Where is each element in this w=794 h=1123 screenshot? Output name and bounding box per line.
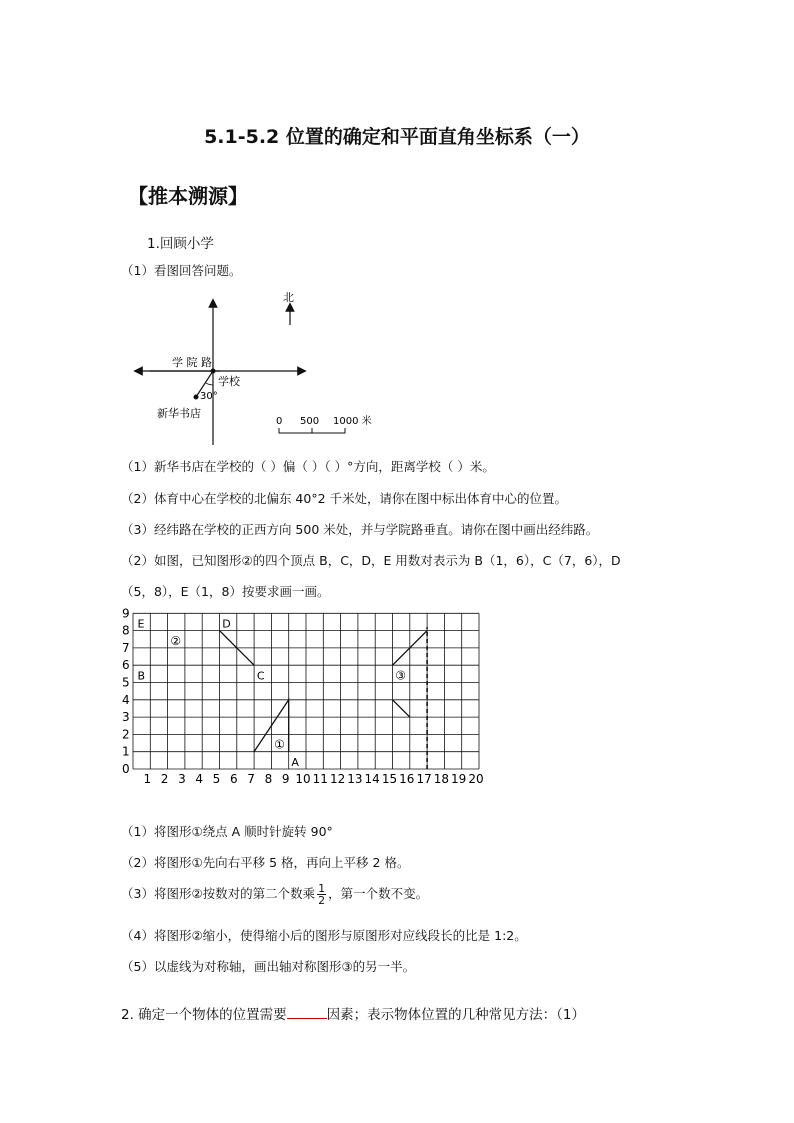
fraction-denominator: 2 (318, 894, 326, 907)
school-label: 学校 (218, 375, 240, 388)
q2-after: 因素；表示物体位置的几种常见方法：（1） (326, 1007, 586, 1023)
y-axis-label: 9 (122, 606, 130, 621)
north-label: 北 (283, 291, 294, 304)
x-axis-label: 12 (329, 772, 346, 786)
x-axis-label: 1 (143, 772, 152, 786)
point-label-B: B (137, 669, 146, 683)
y-axis-label: 8 (122, 623, 130, 638)
grid-question-4: （4）将图形②缩小，使得缩小后的图形与原图形对应线段长的比是 1:2。 (121, 928, 527, 943)
bookstore-label: 新华书店 (157, 407, 201, 420)
x-axis-label: 14 (364, 772, 380, 786)
shape-3-label: ③ (395, 668, 406, 683)
x-axis-label: 17 (416, 772, 432, 786)
x-axis-label: 13 (347, 772, 363, 786)
x-axis-label: 7 (247, 772, 255, 786)
y-axis-label: 4 (122, 692, 130, 707)
q1-heading: 1.回顾小学 (147, 236, 214, 252)
grid-question-1: （1）将图形①绕点 A 顺时针旋转 90° (121, 824, 333, 839)
grid-question-3-before: （3）将图形②按数对的第二个数乘 (121, 886, 316, 901)
fraction-one-half (317, 883, 326, 906)
x-axis-label: 9 (281, 772, 290, 786)
y-axis-label: 7 (122, 640, 130, 655)
shape-1-label: ① (274, 737, 285, 752)
page-title: 5.1-5.2 位置的确定和平面直角坐标系（一） (204, 126, 590, 148)
angle-arc (206, 383, 213, 385)
x-axis-label: 6 (229, 772, 238, 786)
y-axis-label: 1 (122, 744, 130, 759)
x-axis-label: 15 (381, 772, 398, 786)
grid-diagram (118, 606, 498, 786)
q2-before: 2. 确定一个物体的位置需要 (121, 1007, 287, 1023)
scale-tick-500: 500 (300, 416, 320, 427)
x-axis-label: 5 (212, 772, 221, 786)
scale-tick-1000: 1000 米 (333, 416, 372, 427)
point-label-C: C (256, 669, 265, 683)
y-axis-label: 2 (122, 727, 130, 742)
point-label-D: D (222, 617, 231, 631)
q1-sub1-intro: （1）看图回答问题。 (121, 263, 242, 278)
x-axis-labels (143, 772, 483, 786)
x-axis-label: 20 (468, 772, 484, 786)
y-axis-labels (122, 606, 130, 776)
shape-3-lower-outline (393, 700, 410, 717)
q1-sub2-intro-line2: （5，8），E（1，8）按要求画一画。 (121, 584, 330, 599)
y-axis-label: 5 (122, 675, 130, 690)
scale-tick-0: 0 (276, 416, 283, 427)
y-axis-label: 3 (122, 710, 130, 725)
fraction-numerator: 1 (318, 882, 326, 895)
x-axis-label: 16 (399, 772, 415, 786)
shape-2-label: ② (170, 633, 182, 648)
bookstore-point (194, 395, 199, 400)
point-label-A: A (291, 756, 299, 769)
grid-question-5: （5）以虚线为对称轴，画出轴对称图形③的另一半。 (121, 959, 416, 974)
road-label: 学 院 路 (172, 356, 212, 369)
q2-line (121, 1003, 585, 1023)
x-axis-label: 4 (195, 772, 204, 786)
map-question-3: （3）经纬路在学校的正西方向 500 米处，并与学院路垂直。请你在图中画出经纬路。 (121, 522, 599, 537)
angle-label: 30° (200, 391, 218, 402)
map-question-2: （2）体育中心在学校的北偏东 40°2 千米处，请你在图中标出体育中心的位置。 (121, 491, 568, 506)
grid-question-3-after: ，第一个数不变。 (328, 886, 429, 901)
y-axis-label: 6 (122, 658, 130, 673)
x-axis-label: 2 (160, 772, 169, 786)
section-heading: 【推本溯源】 (128, 184, 248, 208)
x-axis-label: 19 (451, 772, 467, 786)
x-axis-label: 18 (433, 772, 450, 786)
y-axis-label: 0 (122, 762, 130, 776)
x-axis-label: 3 (178, 772, 186, 786)
x-axis-label: 11 (312, 772, 328, 786)
grid-question-2: （2）将图形①先向右平移 5 格，再向上平移 2 格。 (121, 855, 410, 870)
answer-blank[interactable] (287, 1004, 327, 1019)
point-label-E: E (137, 617, 145, 631)
grid-question-3 (121, 883, 428, 906)
map-question-1: （1）新华书店在学校的（ ）偏（ ）（ ）°方向，距离学校（ ）米。 (121, 459, 495, 474)
q1-sub2-intro-line1: （2）如图，已知图形②的四个顶点 B，C，D，E 用数对表示为 B（1，6），C（7，6），D (121, 553, 621, 568)
x-axis-label: 10 (295, 772, 311, 786)
map-diagram (130, 285, 390, 445)
x-axis-label: 8 (264, 772, 273, 786)
